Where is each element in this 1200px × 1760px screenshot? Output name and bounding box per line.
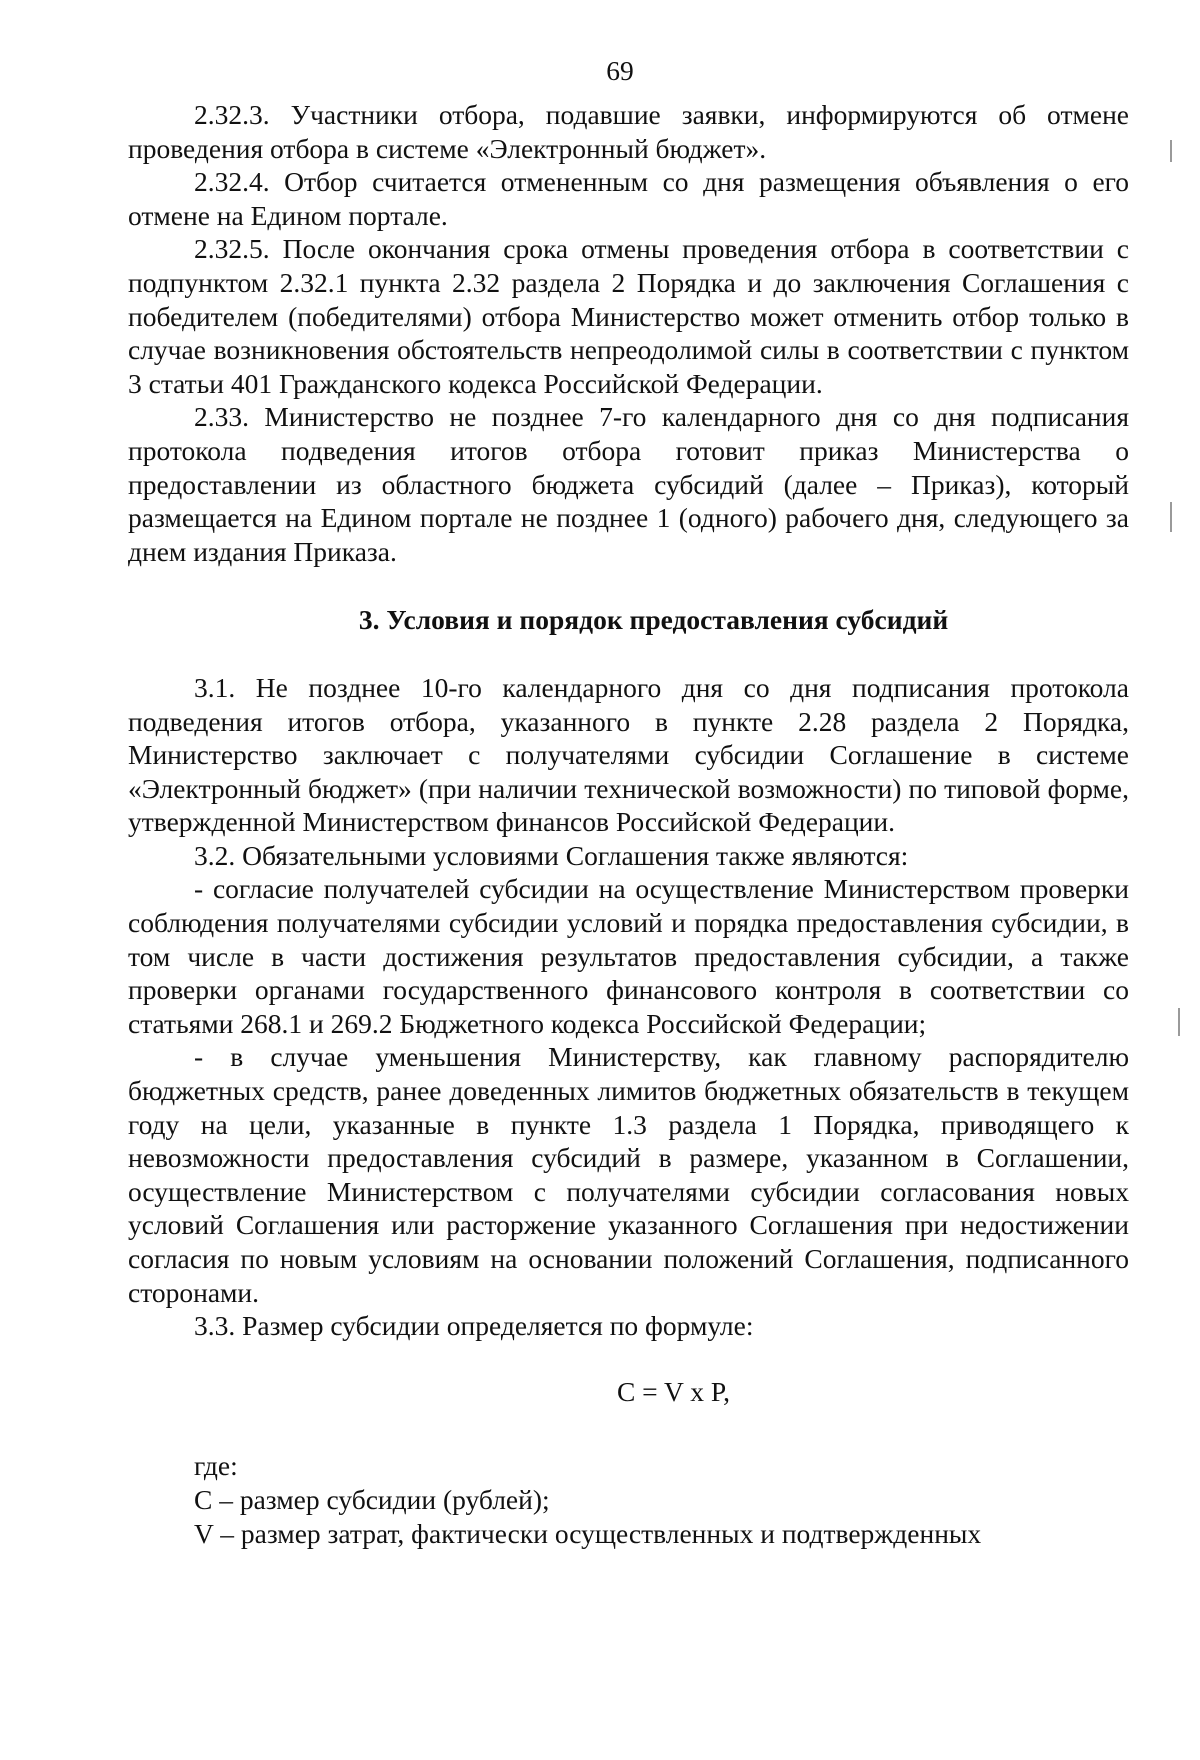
where-label: где: — [194, 1450, 238, 1482]
paragraph-2-32-5: 2.32.5. После окончания срока отмены проведения отбора в соответствии с подпунктом 2.32.1 пункта 2.32 раздела 2 Порядка и до заключения Соглашения с победителем (победителями) отбора Министерство может отменить отбор только в случае возникновения обстоятельств непреодолимой силы в соответствии с пунктом 3 статьи 401 Гражданского кодекса Российской Федерации. — [128, 233, 1129, 399]
subsidy-formula: C = V x P, — [616, 1375, 731, 1407]
paragraph-3-2-item-1: - согласие получателей субсидии на осуществление Министерством проверки соблюдения получателями субсидии условий и порядка предоставления субсидии, в том числе в части достижения результатов предоставления субсидии, а также проверки органами государственного финансового контроля в соответствии со статьями 268.1 и 269.2 Бюджетного кодекса Российской Федерации; — [128, 873, 1129, 1039]
page-number: 69 — [606, 55, 634, 86]
scan-artifact-right-lower — [1178, 1008, 1180, 1036]
paragraph-2-32-4: 2.32.4. Отбор считается отмененным со дня размещения объявления о его отмене на Едином портале. — [128, 166, 1129, 231]
paragraph-3-3: 3.3. Размер субсидии определяется по формуле: — [194, 1310, 754, 1342]
definition-c: С – размер субсидии (рублей); — [194, 1483, 550, 1515]
paragraph-3-2: 3.2. Обязательными условиями Соглашения также являются: — [194, 839, 909, 871]
scan-artifact-right-mid — [1170, 502, 1172, 532]
document-body — [128, 98, 1129, 1550]
paragraph-3-2-item-2: - в случае уменьшения Министерству, как главному распорядителю бюджетных средств, ранее доведенных лимитов бюджетных обязательств в текущем году на цели, указанные в пункте 1.3 раздела 1 Порядка, приводящего к невозможности предоставления субсидий в размере, указанном в Соглашении, осуществление Министерством с получателями субсидии согласования новых условий Соглашения или расторжение указанного Соглашения при недостижении согласия по новым условиям на основании положений Соглашения, подписанного сторонами. — [128, 1041, 1129, 1308]
scan-artifact-right-top — [1170, 140, 1172, 162]
paragraph-3-1: 3.1. Не позднее 10-го календарного дня со дня подписания протокола подведения итогов отбора, указанного в пункте 2.28 раздела 2 Порядка, Министерство заключает с получателями субсидии Соглашение в системе «Электронный бюджет» (при наличии технической возможности) по типовой форме, утвержденной Министерством финансов Российской Федерации. — [128, 671, 1129, 838]
definition-v: V – размер затрат, фактически осуществленных и подтвержденных — [194, 1517, 982, 1549]
section-heading: 3. Условия и порядок предоставления субсидий — [358, 604, 949, 636]
paragraph-2-33: 2.33. Министерство не позднее 7-го календарного дня со дня подписания протокола подведения итогов отбора готовит приказ Министерства о предоставлении из областного бюджета субсидий (далее – Приказ), который размещается на Едином портале не позднее 1 (одного) рабочего дня, следующего за днем издания Приказа. — [128, 401, 1129, 567]
paragraph-2-32-3: 2.32.3. Участники отбора, подавшие заявки, информируются об отмене проведения отбора в системе «Электронный бюджет». — [128, 99, 1129, 164]
